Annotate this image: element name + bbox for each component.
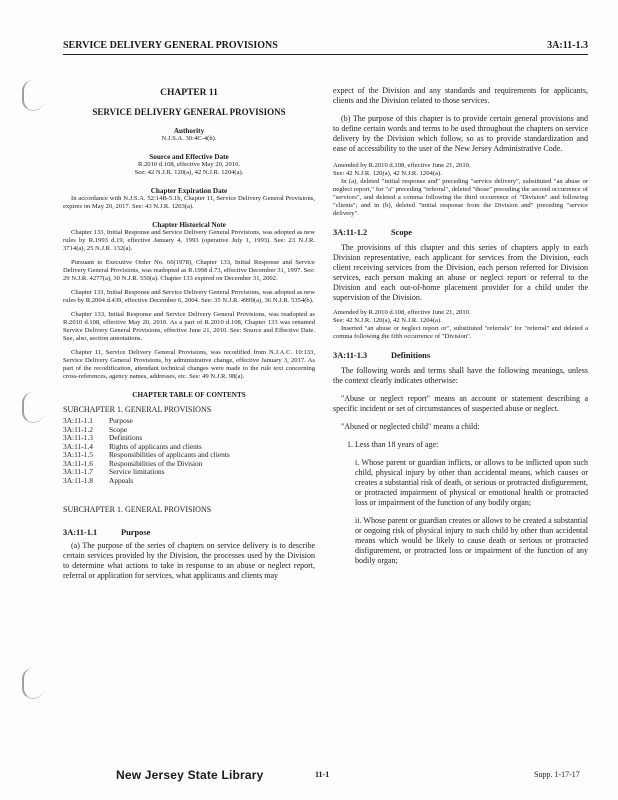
toc-num: 3A:11-1.6: [63, 458, 93, 468]
source-line-1: R.2010 d.108, effective May 20, 2010.: [137, 161, 241, 168]
toc-num: 3A:11-1.1: [63, 416, 93, 425]
definition-abuse-report: "Abuse or neglect report" means an account or statement describing a specific incident or set of circumstances of suspected abuse or neglect.: [333, 394, 588, 413]
running-header: [63, 38, 588, 55]
toc-num: 3A:11-1.4: [63, 441, 93, 451]
punch-hole-middle: [22, 392, 44, 423]
chapter-title: SERVICE DELIVERY GENERAL PROVISIONS: [92, 107, 286, 117]
left-column: [63, 86, 315, 581]
history-note-3: Chapter 133, Initial Response and Service Delivery General Provisions, was adopted as new rules by R.2004 d.439, effective December 6, 2004. See: 35 N.J.R. 4999(a), 36 N.J.R. 5354(b).: [63, 289, 315, 304]
subchapter-heading: SUBCHAPTER 1. GENERAL PROVISIONS: [63, 505, 212, 514]
toc-row[interactable]: [63, 426, 315, 435]
section-heading-purpose: [63, 528, 315, 537]
toc-title: Responsibilities of the Division: [109, 458, 203, 468]
section-number: 3A:11-1.3: [333, 351, 368, 360]
source-line-2: See: 42 N.J.R. 120(a), 42 N.J.R. 1204(a).: [134, 169, 244, 176]
amendment-1-line-2: See: 42 N.J.R. 120(a), 42 N.J.R. 1204(a).: [333, 170, 442, 177]
toc-title: Scope: [109, 424, 128, 434]
amendment-2-line-2: See: 42 N.J.R. 120(a), 42 N.J.R. 1204(a).: [333, 317, 442, 324]
authority-heading: Authority: [173, 127, 205, 135]
toc-title: Rights of applicants and clients: [109, 441, 202, 451]
section-heading-definitions: [333, 351, 588, 360]
toc-title: Purpose: [109, 416, 133, 425]
supplement-date: Supp. 1-17-17: [534, 770, 580, 779]
toc-title: Appeals: [109, 475, 134, 485]
section-number: 3A:11-1.1: [63, 528, 98, 537]
punch-hole-bottom: [22, 668, 44, 699]
source-heading: Source and Effective Date: [149, 153, 229, 161]
page-footer: [0, 768, 618, 786]
purpose-paragraph-b: (b) The purpose of this chapter is to provide certain general provisions and to define certain words and terms to be used throughout the chapters on service delivery by the Division which follow, so as to provide standardization and ease of accessibility to the user of the New Jersey Administrative Code.: [333, 114, 588, 153]
purpose-continued: expect of the Division and any standards and requirements for applicants, clients and the Division related to those services.: [333, 86, 588, 105]
definition-abused-child: "Abused or neglected child" means a child:: [341, 422, 480, 431]
toc-title: Responsibilities of applicants and clients: [109, 450, 230, 459]
amendment-2-note: Inserted "an abuse or neglect report or", substituted "referrals" for "referral" and deleted a comma following the fifth occurrence of "Division".: [333, 325, 588, 340]
definition-item-i: i. Whose parent or guardian inflicts, or allows to be inflicted upon such child, physical injury by other than accidental means, which causes or creates a substantial risk of death, or serious or protracted disfigurement, or protracted impairment of physical or emotional health or protracted loss or impairment of the function of any bodily organ;: [355, 458, 588, 507]
amendment-2-line-1: Amended by R.2010 d.108, effective June 21, 2010.: [333, 309, 471, 316]
section-title: Purpose: [121, 528, 151, 537]
history-note-5: Chapter 11, Service Delivery General Provisions, was recodified from N.J.A.C. 10:133, Service Delivery General Provisions, by administrative change, effective January 3, 2017. As part of the recodification, attendant technical changes were made to the rule text concerning cross-references, agency names, addresses, etc. See: 49 N.J.R. 98(a).: [63, 349, 315, 380]
toc-row[interactable]: [63, 417, 315, 426]
authority-text: N.J.S.A. 30:4C-4(h).: [161, 135, 217, 142]
toc-heading: CHAPTER TABLE OF CONTENTS: [132, 391, 246, 399]
toc-num: 3A:11-1.7: [63, 467, 93, 476]
definitions-intro: The following words and terms shall have the following meanings, unless the context clearly indicates otherwise:: [333, 366, 588, 385]
toc-title: Service limitations: [109, 467, 165, 476]
toc-subchapter: SUBCHAPTER 1. GENERAL PROVISIONS: [63, 405, 212, 414]
table-of-contents: [63, 417, 315, 485]
expiration-heading: Chapter Expiration Date: [150, 187, 228, 195]
history-note-2: Pursuant to Executive Order No. 66(1978), Chapter 133, Initial Response and Service Delivery General Provisions, was readopted as R.1998 d.73, effective December 31, 1997. See: 29 N.J.R. 4277(a), 30 N.J.R. 550(a). Chapter 133 expired on December 31, 2002.: [63, 259, 315, 282]
section-number: 3A:11-1.2: [333, 228, 368, 237]
history-heading: Chapter Historical Note: [152, 221, 226, 229]
header-section: 3A:11-1.3: [547, 40, 588, 51]
amendment-1-line-1: Amended by R.2010 d.108, effective June 21, 2010.: [333, 162, 471, 169]
toc-num: 3A:11-1.5: [63, 450, 93, 459]
toc-title: Definitions: [109, 433, 143, 442]
page-number: 11-1: [315, 770, 330, 779]
punch-hole-top: [22, 80, 44, 111]
toc-num: 3A:11-1.2: [63, 424, 93, 434]
toc-num: 3A:11-1.8: [63, 475, 93, 485]
purpose-paragraph-a: (a) The purpose of the series of chapters on service delivery is to describe certain services provided by the Division, the processes used by the Division to determine what actions to take in response to an abuse or neglect report, referral or application for services, what applicants and clients may: [63, 541, 315, 580]
definition-item-ii: ii. Whose parent or guardian creates or allows to be created a substantial or ongoing risk of physical injury to such child by other than accidental means which would be likely to cause death or serious or protracted disfigurement, or protracted loss or impairment of the function of any bodily organ;: [355, 516, 588, 565]
expiration-text: In accordance with N.J.S.A. 52:14B-5.1b, Chapter 11, Service Delivery General Provisions, expires on May 20, 2017. See: 43 N.J.R. 1203(a).: [63, 195, 315, 210]
definition-item-1: 1. Less than 18 years of age:: [347, 440, 439, 449]
toc-num: 3A:11-1.3: [63, 433, 93, 442]
section-title: Definitions: [391, 351, 431, 360]
toc-row[interactable]: [63, 477, 315, 486]
library-stamp: New Jersey State Library: [116, 768, 264, 782]
history-note-1: Chapter 133, Initial Response and Service Delivery General Provisions, was adopted as new rules by R.1993 d.19, effective January 4, 1993 (operative July 1, 1993). See: 23 N.J.R. 3714(a), 25 N.J.R. 132(a).: [63, 229, 315, 252]
section-heading-scope: [333, 228, 588, 237]
chapter-number: CHAPTER 11: [160, 88, 218, 98]
scope-paragraph: The provisions of this chapter and this series of chapters apply to each Division representative, each applicant for services from the Division, each client receiving services from the Division, each person referred for Division services, each person making an abuse or neglect report or referral to the Division and each out-of-home placement provider for a child under the supervision of the Division.: [333, 243, 588, 302]
history-note-4: Chapter 133, Initial Response and Service Delivery General Provisions, was readopted as R.2010 d.108, effective May 20, 2010. As a part of R.2010 d.108, Chapter 133 was renamed Service Delivery General Provisions, effective June 21, 2010. See: Source and Effective Date. See, also, section annotations.: [63, 311, 315, 342]
header-title: SERVICE DELIVERY GENERAL PROVISIONS: [63, 40, 278, 51]
section-title: Scope: [391, 228, 412, 237]
right-column: [333, 86, 588, 566]
toc-row[interactable]: [63, 468, 315, 477]
toc-row[interactable]: [63, 460, 315, 469]
amendment-1-note: In (a), deleted "initial response and" preceding "service delivery", substituted "an abuse or neglect report," for "a" preceding "referral", deleted "those" preceding the second occurrence of "services", and deleted a comma following the third occurrence of "Division" and following "clients"; and in (b), deleted "initial response from the Division and" preceding "service delivery".: [333, 178, 588, 217]
